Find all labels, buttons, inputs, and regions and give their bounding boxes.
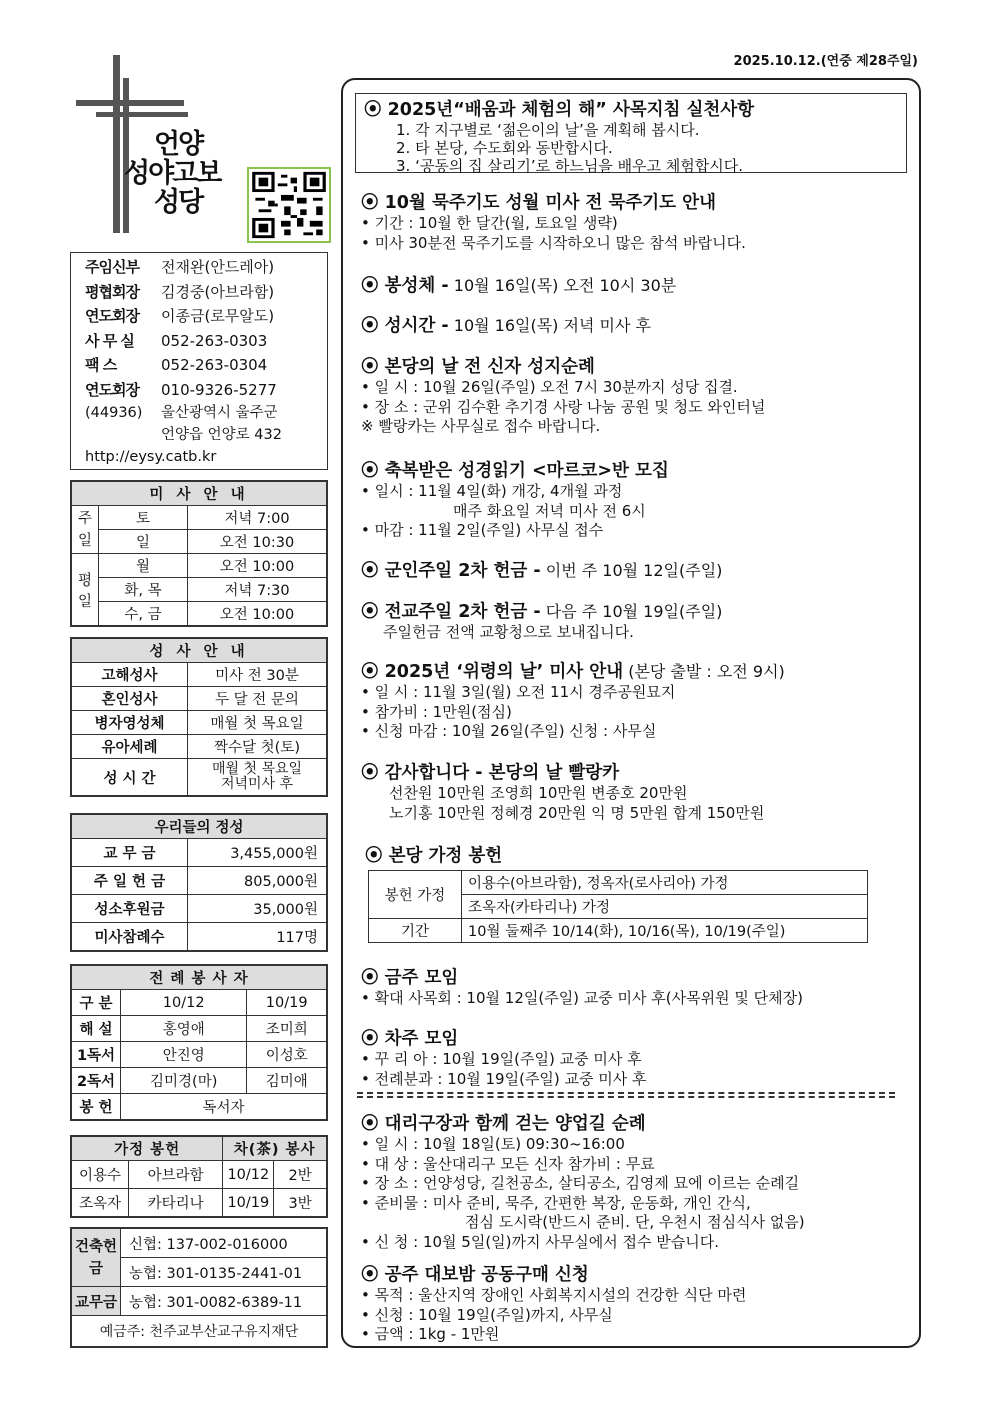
liturgy-servers-table: 전 례 봉 사 자 구 분 10/12 10/19 해 설 홍영애 조미희 1독서 안진영 이성호 2독서 김미경(마) 김미애 봉 헌 독서자 xyxy=(70,964,328,1121)
sacrament-table: 성 사 안 내 고해성사 미사 전 30분 혼인성사 두 달 전 문의 병자영성체 매월 첫 목요일 유아세례 짝수달 첫(토) 성 시 간 매월 첫 목요일 저녁미사 후 xyxy=(70,637,328,797)
qr-code-icon[interactable] xyxy=(247,167,331,243)
notice-pilgrimage: ⦿ 본당의 날 전 신자 성지순례 • 일 시 : 10월 26일(주일) 오전 7시 30분까지 성당 집결. • 장 소 : 군위 김수환 추기경 사랑 나눔 공원 및 청도 와인터널 ※ 빨랑카는 사무실로 접수 바랍니다. xyxy=(361,357,766,435)
notice-mission-collection: ⦿ 전교주일 2차 헌금 - 다음 주 10월 19일(주일) 주일헌금 전액 교황청으로 보내집니다. xyxy=(361,602,723,641)
notice-military-collection: ⦿ 군인주일 2차 헌금 - 이번 주 10월 12일(주일) xyxy=(361,561,723,581)
notice-all-souls: ⦿ 2025년 ‘위령의 날’ 미사 안내 (본당 출발 : 오전 9시) • 일 시 : 11월 3일(월) 오전 11시 경주공원묘지 • 참가비 : 1만원(점심) • 신청 마감 : 10월 26일(주일) 신청 : 사무실 xyxy=(361,662,785,740)
pastoral-guideline-box: ⦿ 2025년“배움과 체험의 해” 사목지침 실천사항 1. 각 지구별로 ‘젊은이의 날’을 계획해 봅시다. 2. 타 본당, 수도회와 동반합시다. 3. ‘공동의 집 살리기’로 하느님을 배우고 체험합시다. xyxy=(355,93,907,173)
notice-family-offering: ⦿ 본당 가정 봉헌 xyxy=(365,846,503,866)
cross-bar-shadow xyxy=(96,112,188,117)
notice-chestnut-purchase: ⦿ 공주 대보밤 공동구매 신청 • 목적 : 울산지역 장애인 사회복지시설의 건강한 식단 마련 • 신청 : 10월 19일(주일)까지, 사무실 • 금액 : 1kg - 1만원 xyxy=(361,1265,747,1343)
bulletin-date: 2025.10.12.(연중 제28주일) xyxy=(733,54,918,69)
divider xyxy=(357,1092,895,1098)
bank-account-table: 건축헌금 신협: 137-002-016000 농협: 301-0135-2441-01 교무금 농협: 301-0082-6389-11 예금주: 천주교부산교구유지재단 xyxy=(70,1227,328,1348)
cross-icon xyxy=(113,55,120,233)
mass-schedule-table: 미 사 안 내 주일 토 저녁 7:00 일 오전 10:30 평일 월 오전 10:00 화, 목 저녁 7:30 수, 금 오전 10:00 xyxy=(70,480,328,627)
cross-bar xyxy=(76,100,184,106)
parish-info-box: 주임신부 전재완(안드레아) 평협회장 김경중(아브라함) 연도회장 이종금(로무알도) 사 무 실 052-263-0303 팩 스 052-263-0304 연도회장 010-9326-5277 (44936) 울산광역시 울주군 언양읍 언양로 432 http://eysy.catb.kr xyxy=(70,252,328,470)
family-offering-detail-table: 봉헌 가정 이용수(아브라함), 정옥자(로사리아) 가정 조옥자(카타리나) 가정 기간 10월 둘째주 10/14(화), 10/16(목), 10/19(주일) xyxy=(368,870,868,943)
family-offering-table: 가정 봉헌 차(茶) 봉사 이용수 아브라함 10/12 2반 조옥자 카타리나 10/19 3반 xyxy=(70,1135,328,1218)
parish-logo-text: 언양 성야고보 성당 xyxy=(124,129,221,218)
website-link[interactable]: http://eysy.catb.kr xyxy=(85,449,217,465)
notice-communion: ⦿ 봉성체 - 10월 16일(목) 오전 10시 30분 xyxy=(361,276,677,296)
notice-next-week-meeting: ⦿ 차주 모임 • 꾸 리 아 : 10월 19일(주일) 교중 미사 후 • 전례분과 : 10월 19일(주일) 교중 미사 후 xyxy=(361,1029,647,1088)
notice-holy-hour: ⦿ 성시간 - 10월 16일(목) 저녁 미사 후 xyxy=(361,316,651,336)
notice-this-week-meeting: ⦿ 금주 모임 • 확대 사목회 : 10월 12일(주일) 교중 미사 후(사목위원 및 단체장) xyxy=(361,968,803,1007)
offering-table: 우리들의 정성 교 무 금 3,455,000원 주 일 헌 금 805,000원 성소후원금 35,000원 미사참례수 117명 xyxy=(70,813,328,952)
notice-thanks: ⦿ 감사합니다 - 본당의 날 빨랑카 선찬원 10만원 조영희 10만원 변종호 20만원 노기홍 10만원 정혜경 20만원 익 명 5만원 합계 150만원 xyxy=(361,763,765,822)
notice-rosary: ⦿ 10월 묵주기도 성월 미사 전 묵주기도 안내 • 기간 : 10월 한 달간(월, 토요일 생략) • 미사 30분전 묵주기도를 시작하오니 많은 참석 바랍니다. xyxy=(361,193,746,252)
notice-yangeop-pilgrimage: ⦿ 대리구장과 함께 걷는 양업길 순례 • 일 시 : 10월 18일(토) 09:30~16:00 • 대 상 : 울산대리구 모든 신자 참가비 : 무료 • 장 소 : 언양성당, 길천공소, 살티공소, 김영제 묘에 이르는 순례길 • 준비물 : 미사 준비, 묵주, 간편한 복장, 운동화, 개인 간식, 점심 도시락(반드시 준비. 단, 우천시 점심식사 없음) • 신 청 : 10월 5일(일)까지 사무실에서 접수 받습니다. xyxy=(361,1114,805,1251)
notice-bible-class: ⦿ 축복받은 성경읽기 <마르코>반 모집 • 일시 : 11월 4일(화) 개강, 4개월 과정 매주 화요일 저녁 미사 전 6시 • 마감 : 11월 2일(주일) 사무실 접수 xyxy=(361,461,669,539)
